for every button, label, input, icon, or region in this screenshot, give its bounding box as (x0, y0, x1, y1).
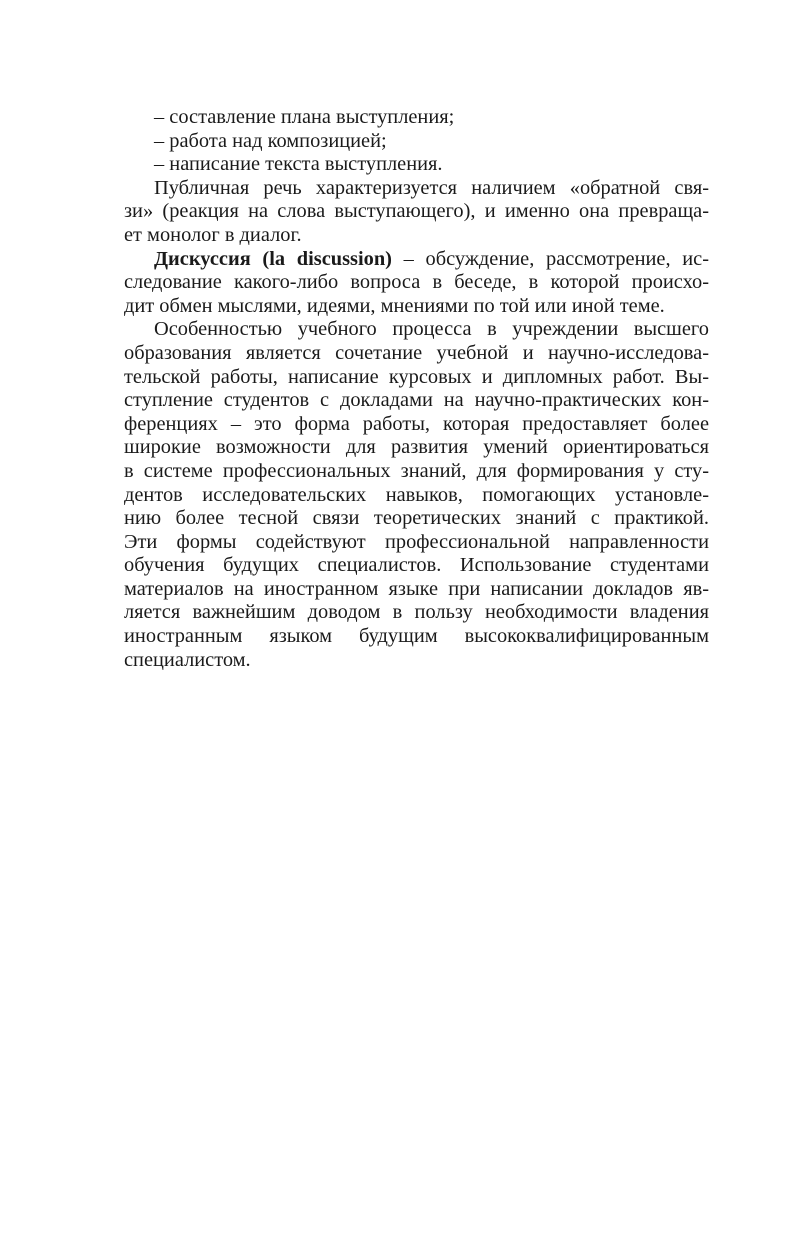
paragraph-discussion (124, 248, 709, 319)
list-item: – написание текста выступления. (154, 153, 443, 176)
text-line: иностранным языком будущим высококвалифицированным (124, 625, 709, 648)
text-line: тельской работы, написание курсовых и дипломных работ. Вы- (124, 365, 709, 388)
list-item: – составление плана выступления; (154, 106, 455, 128)
discussion-term: Дискуссия (la discussion) (154, 247, 392, 270)
text-line: ференциях – это форма работы, которая предоставляет более (124, 412, 709, 435)
text-line: материалов на иностранном языке при написании докладов яв- (124, 577, 709, 600)
text-line: ляется важнейшим доводом в пользу необходимости владения (124, 601, 709, 624)
text-line: нию более тесной связи теоретических знаний с практикой. (124, 507, 709, 530)
text-line: Эти формы содействуют профессиональной направленности (124, 530, 709, 553)
text-line: дит обмен мыслями, идеями, мнениями по той или иной теме. (124, 294, 665, 317)
paragraph-public-speech (124, 177, 709, 248)
text-line: специалистом. (124, 648, 251, 671)
text-line: Особенностью учебного процесса в учреждении высшего (154, 318, 709, 341)
text-line: широкие возможности для развития умений ориентироваться (124, 436, 709, 459)
text-line: обучения будущих специалистов. Использование студентами (124, 554, 709, 577)
bullet-list (124, 106, 709, 177)
text-line: следование какого-либо вопроса в беседе, в которой происхо- (124, 271, 709, 294)
text-line: дентов исследовательских навыков, помогающих установле- (124, 483, 709, 506)
text-line: ет монолог в диалог. (124, 223, 302, 246)
text-line: ступление студентов с докладами на научно-практических кон- (124, 389, 709, 412)
page-body (124, 106, 709, 672)
text-line: Публичная речь характеризуется наличием «обратной свя- (154, 176, 709, 199)
text-line: образования является сочетание учебной и научно-исследова- (124, 341, 709, 364)
text-line (124, 248, 709, 272)
text-line: в системе профессиональных знаний, для формирования у сту- (124, 459, 709, 482)
list-item: – работа над композицией; (154, 129, 387, 152)
text-line: зи» (реакция на слова выступающего), и именно она превраща- (124, 200, 709, 223)
text-fragment: – обсуждение, рассмотрение, ис- (391, 247, 709, 270)
paragraph-education (124, 318, 709, 672)
